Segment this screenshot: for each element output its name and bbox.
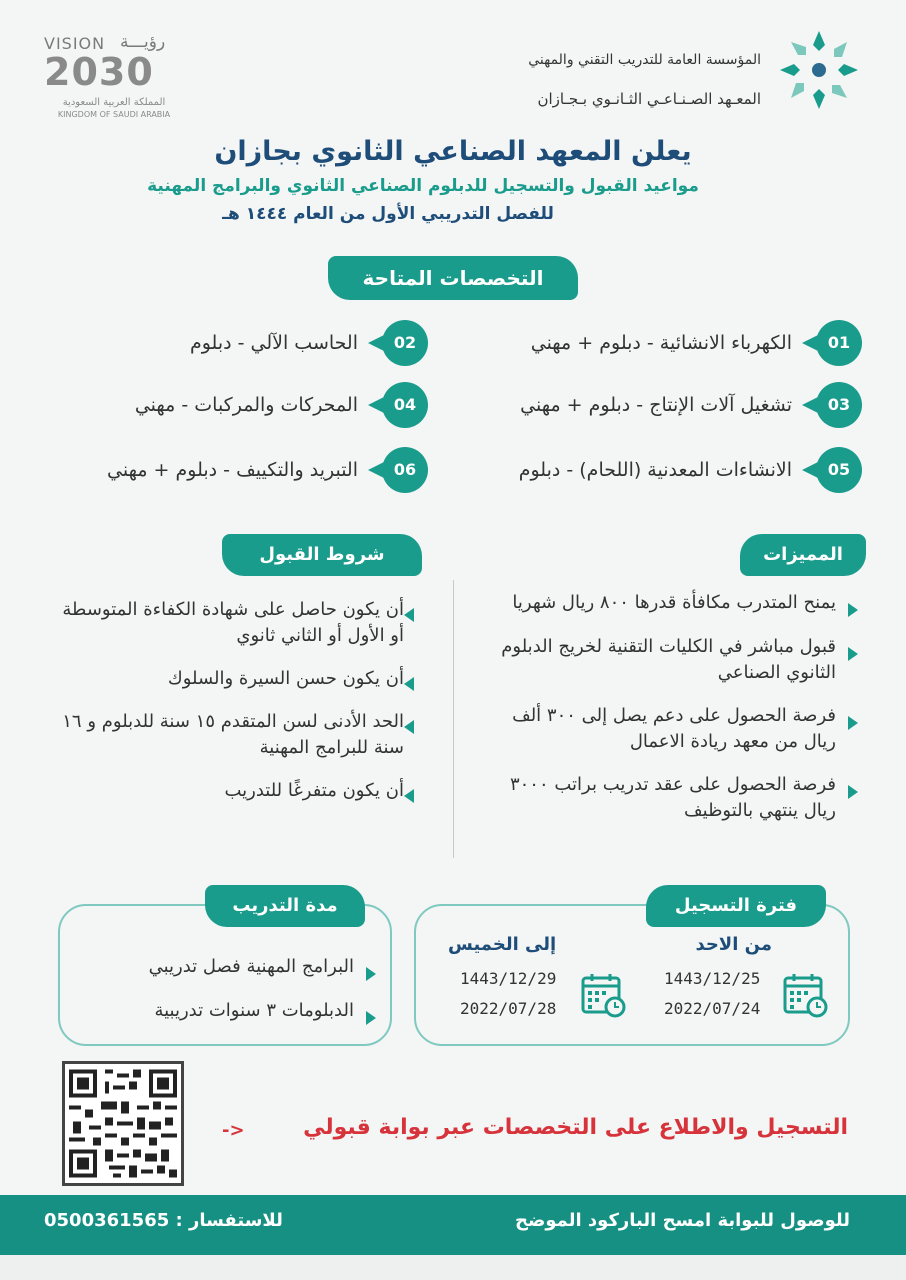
qr-code-icon (65, 1064, 181, 1183)
from-gregorian-date: 2022/07/24 (664, 999, 761, 1018)
bullet-triangle-icon (848, 785, 858, 799)
bullet-triangle-icon (404, 608, 414, 622)
conditions-list (44, 597, 414, 821)
spec-label: الانشاءات المعدنية (اللحام) - دبلوم (518, 459, 792, 481)
to-gregorian-date: 2022/07/28 (460, 999, 557, 1018)
list-item: فرصة الحصول على عقد تدريب براتب ٣٠٠٠ ريال ينتهي بالتوظيف (488, 772, 858, 824)
spec-badge: 03 (802, 382, 862, 428)
spec-badge: 06 (368, 447, 428, 493)
org-name-line1: المؤسسة العامة للتدريب التقني والمهني (528, 52, 761, 68)
vision-arabic: رؤيـــة (120, 32, 166, 52)
calendar-icon (580, 972, 626, 1018)
bullet-triangle-icon (404, 789, 414, 803)
duration-list (76, 954, 376, 1042)
specializations-heading: التخصصات المتاحة (328, 256, 578, 300)
conditions-heading: شروط القبول (222, 534, 422, 576)
spec-item-04 (135, 382, 428, 428)
bullet-triangle-icon (848, 716, 858, 730)
spec-badge: 02 (368, 320, 428, 366)
list-item: أن يكون متفرغًا للتدريب (44, 778, 414, 804)
scan-instruction: للوصول للبوابة امسح الباركود الموضح (515, 1210, 850, 1231)
vision-title: VISION (44, 34, 106, 53)
list-item: البرامج المهنية فصل تدريبي (76, 954, 376, 981)
spec-badge: 05 (802, 447, 862, 493)
registration-heading: فترة التسجيل (646, 885, 826, 927)
to-hijri-date: 1443/12/29 (460, 969, 557, 988)
cta-arrow: -> (222, 1120, 245, 1141)
tvtc-logo-icon (774, 25, 864, 115)
vision-year: 2030 (44, 50, 154, 94)
spec-label: التبريد والتكييف - دبلوم + مهني (107, 459, 358, 481)
list-item: الحد الأدنى لسن المتقدم ١٥ سنة للدبلوم و ١٦ سنة للبرامج المهنية (44, 709, 414, 761)
list-item: أن يكون حاصل على شهادة الكفاءة المتوسطة أو الأول أو الثاني ثانوي (44, 597, 414, 649)
spec-item-02 (190, 320, 428, 366)
spec-label: الحاسب الآلي - دبلوم (189, 332, 358, 354)
vision-kingdom-en: KINGDOM OF SAUDI ARABIA (57, 110, 171, 119)
spec-label: تشغيل آلات الإنتاج - دبلوم + مهني (520, 394, 792, 416)
bullet-triangle-icon (366, 967, 376, 981)
column-divider (453, 580, 454, 858)
spec-item-01 (531, 320, 862, 366)
list-item: قبول مباشر في الكليات التقنية لخريج الدبلوم الثانوي الصناعي (488, 634, 858, 686)
registration-from (622, 934, 772, 955)
org-name-line2: المعـهد الصـنـاعـي الثـانـوي بـجـازان (537, 90, 761, 108)
spec-label: الكهرباء الانشائية - دبلوم + مهني (530, 332, 792, 354)
spec-item-03 (520, 382, 862, 428)
announcement-subtitle: مواعيد القبول والتسجيل للدبلوم الصناعي الثانوي والبرامج المهنية (147, 176, 699, 196)
spec-item-06 (107, 447, 428, 493)
qr-code[interactable] (62, 1061, 184, 1186)
vision-kingdom-ar: المملكة العربية السعودية (62, 97, 166, 108)
bullet-triangle-icon (366, 1011, 376, 1025)
bullet-triangle-icon (404, 677, 414, 691)
calendar-icon (782, 972, 828, 1018)
vision-2030-logo (40, 30, 190, 125)
spec-item-05 (519, 447, 862, 493)
bullet-triangle-icon (404, 720, 414, 734)
spec-badge: 04 (368, 382, 428, 428)
bottom-strip (0, 1255, 906, 1280)
list-item: يمنح المتدرب مكافأة قدرها ٨٠٠ ريال شهريا (488, 590, 858, 617)
list-item: فرصة الحصول على دعم يصل إلى ٣٠٠ ألف ريال من معهد ريادة الاعمال (488, 703, 858, 755)
bullet-triangle-icon (848, 603, 858, 617)
from-hijri-date: 1443/12/25 (664, 969, 761, 988)
duration-heading: مدة التدريب (205, 885, 365, 927)
features-heading: المميزات (740, 534, 866, 576)
bullet-triangle-icon (848, 647, 858, 661)
contact-phone[interactable]: للاستفسار : 0500361565 (44, 1210, 283, 1231)
to-label: إلى الخميس (448, 934, 557, 955)
list-item: أن يكون حسن السيرة والسلوك (44, 666, 414, 692)
from-label: من الاحد (695, 934, 772, 955)
list-item: الدبلومات ٣ سنوات تدريبية (76, 998, 376, 1025)
features-list (488, 590, 858, 841)
announcement-title: يعلن المعهد الصناعي الثانوي بجازان (214, 136, 692, 167)
announcement-term: للفصل التدريبي الأول من العام ١٤٤٤ هـ (222, 204, 554, 224)
spec-badge: 01 (802, 320, 862, 366)
register-via-qabooli[interactable]: التسجيل والاطلاع على التخصصات عبر بوابة قبولي (303, 1115, 848, 1140)
spec-label: المحركات والمركبات - مهني (134, 394, 358, 416)
